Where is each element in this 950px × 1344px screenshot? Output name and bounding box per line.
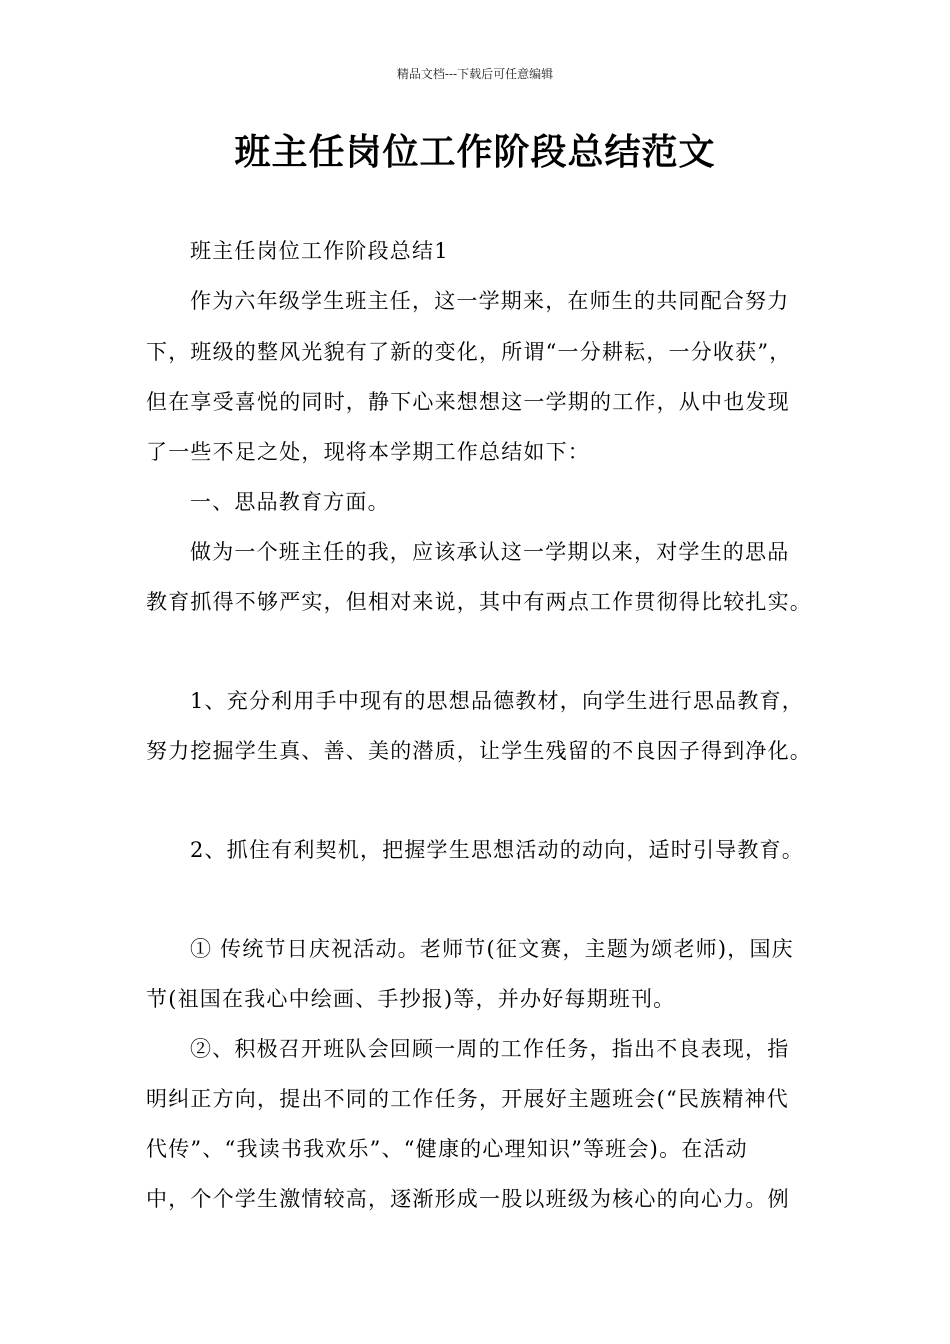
section-heading: 一、思品教育方面。 bbox=[190, 490, 390, 514]
list-item-line: 2、抓住有利契机，把握学生思想活动的动向，适时引导教育。 bbox=[190, 838, 804, 862]
header-note: 精品文档---下载后可任意编辑 bbox=[396, 67, 554, 81]
list-item-line: 1、充分利用手中现有的思想品德教材，向学生进行思品教育， bbox=[190, 689, 804, 713]
paragraph-line: 代传”、“我读书我欢乐”、“健康的心理知识”等班会)。在活动 bbox=[146, 1137, 748, 1161]
list-item-line: ① 传统节日庆祝活动。老师节(征文赛，主题为颂老师)，国庆 bbox=[190, 937, 794, 961]
paragraph-line: 但在享受喜悦的同时，静下心来想想这一学期的工作，从中也发现 bbox=[146, 390, 790, 414]
paragraph-line: 下，班级的整风光貌有了新的变化，所谓“一分耕耘，一分收获”， bbox=[146, 340, 792, 364]
section-heading: 班主任岗位工作阶段总结1 bbox=[190, 239, 449, 263]
paragraph-line: 作为六年级学生班主任，这一学期来，在师生的共同配合努力 bbox=[190, 289, 790, 313]
paragraph-line: 明纠正方向，提出不同的工作任务，开展好主题班会(“民族精神代 bbox=[146, 1087, 789, 1111]
paragraph-line: 中，个个学生激情较高，逐渐形成一股以班级为核心的向心力。例 bbox=[146, 1187, 790, 1211]
paragraph-line: 教育抓得不够严实，但相对来说，其中有两点工作贯彻得比较扎实。 bbox=[146, 590, 812, 614]
list-item-line: 节(祖国在我心中绘画、手抄报)等，并办好每期班刊。 bbox=[146, 987, 676, 1011]
paragraph-line: 做为一个班主任的我，应该承认这一学期以来，对学生的思品 bbox=[190, 540, 790, 564]
list-item-line: 努力挖掘学生真、善、美的潜质，让学生残留的不良因子得到净化。 bbox=[146, 739, 812, 763]
list-item-line: ②、积极召开班队会回顾一周的工作任务，指出不良表现，指 bbox=[190, 1037, 790, 1061]
paragraph-line: 了一些不足之处，现将本学期工作总结如下： bbox=[146, 440, 590, 464]
document-title: 班主任岗位工作阶段总结范文 bbox=[234, 132, 716, 173]
